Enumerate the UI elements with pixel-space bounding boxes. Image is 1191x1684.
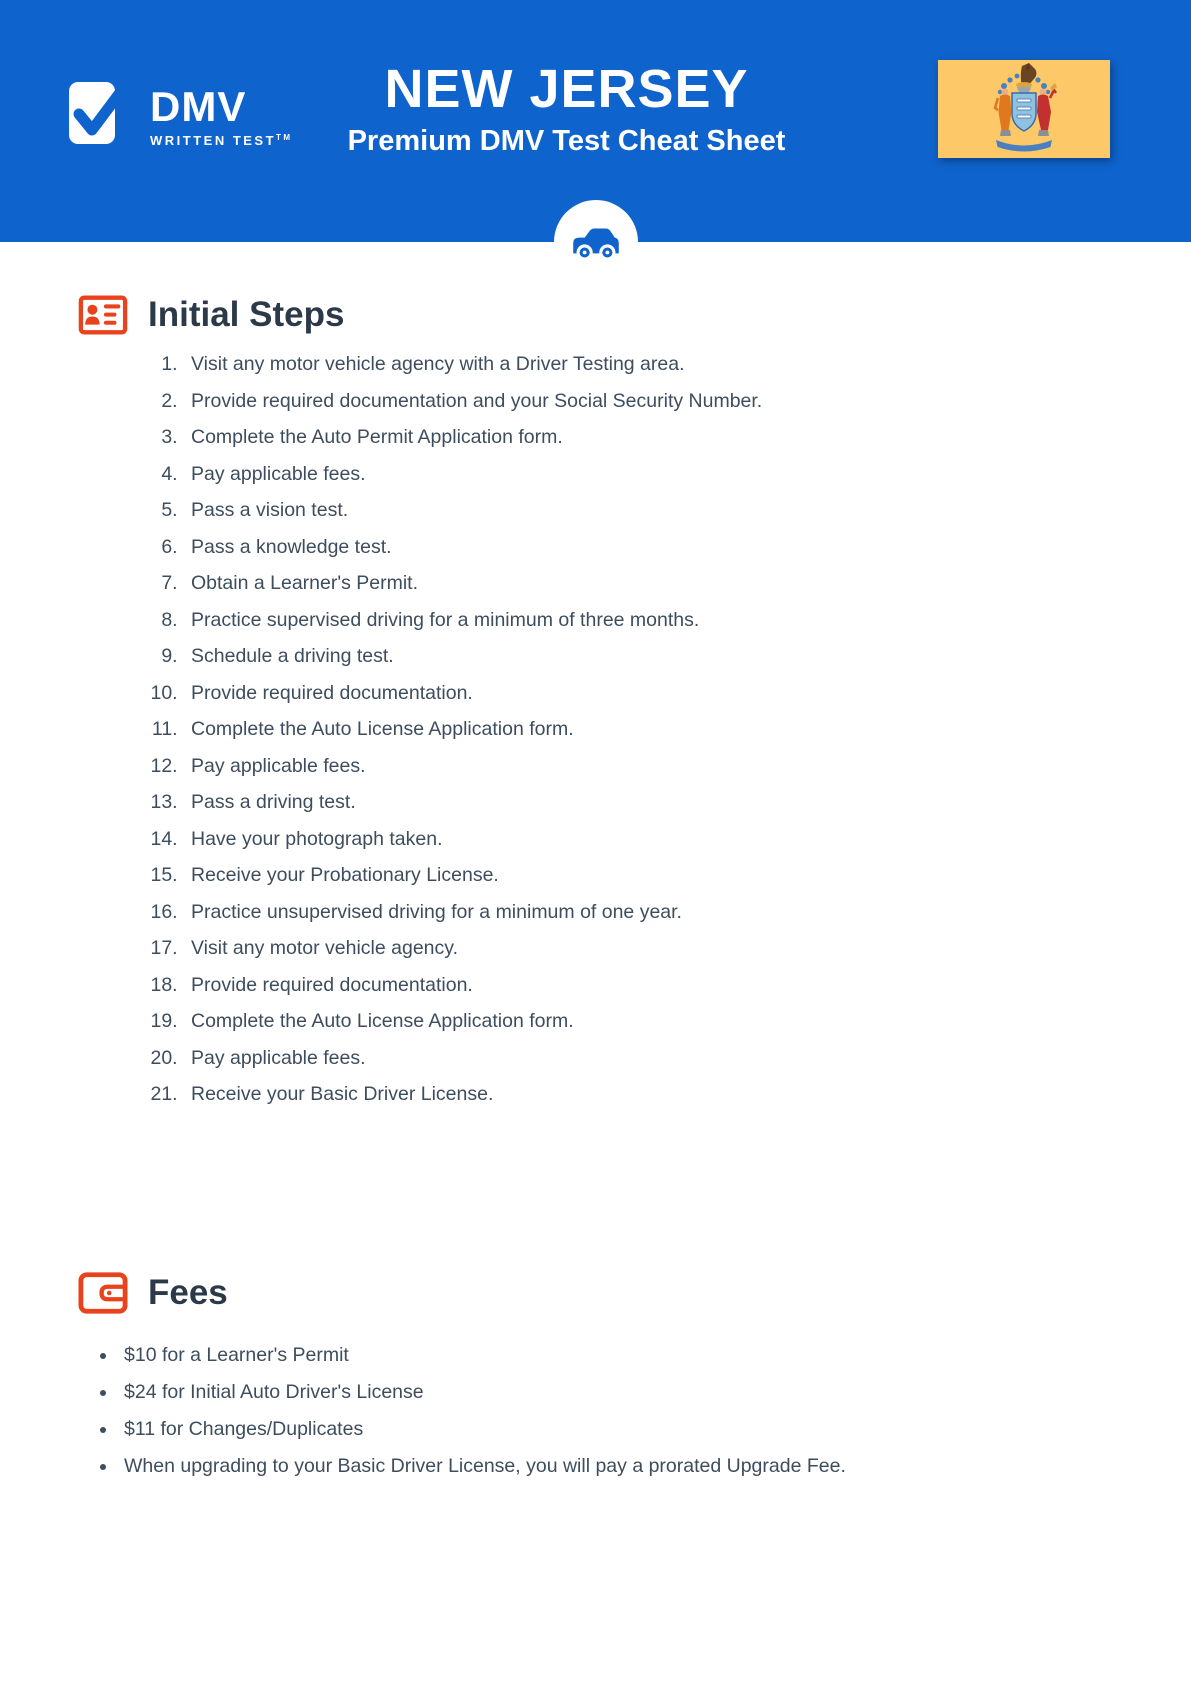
wallet-icon bbox=[78, 1271, 128, 1315]
step-item: 1. Visit any motor vehicle agency with a Driver Testing area. bbox=[183, 346, 1191, 383]
car-badge bbox=[554, 200, 638, 284]
fees-section bbox=[0, 1271, 1191, 1485]
fees-title: Fees bbox=[148, 1272, 228, 1312]
step-item: 13. Pass a driving test. bbox=[183, 784, 1191, 821]
step-item: 3. Complete the Auto Permit Application form. bbox=[183, 419, 1191, 456]
step-item: 17. Visit any motor vehicle agency. bbox=[183, 930, 1191, 967]
step-item: 16. Practice unsupervised driving for a minimum of one year. bbox=[183, 894, 1191, 931]
step-item: 20. Pay applicable fees. bbox=[183, 1040, 1191, 1077]
logo-tagline-text: WRITTEN TEST™ bbox=[150, 133, 293, 148]
step-item: 19. Complete the Auto License Application form. bbox=[183, 1003, 1191, 1040]
step-item: 15. Receive your Probationary License. bbox=[183, 857, 1191, 894]
step-item: 8. Practice supervised driving for a minimum of three months. bbox=[183, 602, 1191, 639]
step-item: 7. Obtain a Learner's Permit. bbox=[183, 565, 1191, 602]
new-jersey-state-flag bbox=[938, 60, 1110, 158]
step-item: 12. Pay applicable fees. bbox=[183, 748, 1191, 785]
trademark-symbol: TM bbox=[276, 133, 293, 142]
fee-item: • $11 for Changes/Duplicates bbox=[118, 1411, 1191, 1448]
step-item: 10. Provide required documentation. bbox=[183, 675, 1191, 712]
initial-steps-section bbox=[0, 294, 1191, 1113]
fees-heading bbox=[0, 1271, 1191, 1315]
logo-brand-text: DMV bbox=[150, 83, 247, 130]
initial-steps-title: Initial Steps bbox=[148, 295, 345, 334]
step-item: 18. Provide required documentation. bbox=[183, 967, 1191, 1004]
step-item: 2. Provide required documentation and your Social Security Number. bbox=[183, 383, 1191, 420]
step-item: 11. Complete the Auto License Application form. bbox=[183, 711, 1191, 748]
page-header bbox=[0, 0, 1191, 242]
page-subtitle: Premium DMV Test Cheat Sheet bbox=[347, 125, 786, 157]
car-icon bbox=[568, 223, 624, 261]
step-item: 21. Receive your Basic Driver License. bbox=[183, 1076, 1191, 1113]
initial-steps-list bbox=[0, 346, 1191, 1113]
fees-list bbox=[0, 1337, 1191, 1485]
step-item: 4. Pay applicable fees. bbox=[183, 456, 1191, 493]
id-card-icon bbox=[78, 294, 128, 336]
step-item: 5. Pass a vision test. bbox=[183, 492, 1191, 529]
page-title: NEW JERSEY bbox=[384, 59, 749, 119]
fee-item: • When upgrading to your Basic Driver License, you will pay a prorated Upgrade Fee. bbox=[118, 1448, 1191, 1485]
fee-item: • $10 for a Learner's Permit bbox=[118, 1337, 1191, 1374]
step-item: 14. Have your photograph taken. bbox=[183, 821, 1191, 858]
initial-steps-heading bbox=[0, 294, 1191, 336]
step-item: 6. Pass a knowledge test. bbox=[183, 529, 1191, 566]
fee-item: • $24 for Initial Auto Driver's License bbox=[118, 1374, 1191, 1411]
step-item: 9. Schedule a driving test. bbox=[183, 638, 1191, 675]
